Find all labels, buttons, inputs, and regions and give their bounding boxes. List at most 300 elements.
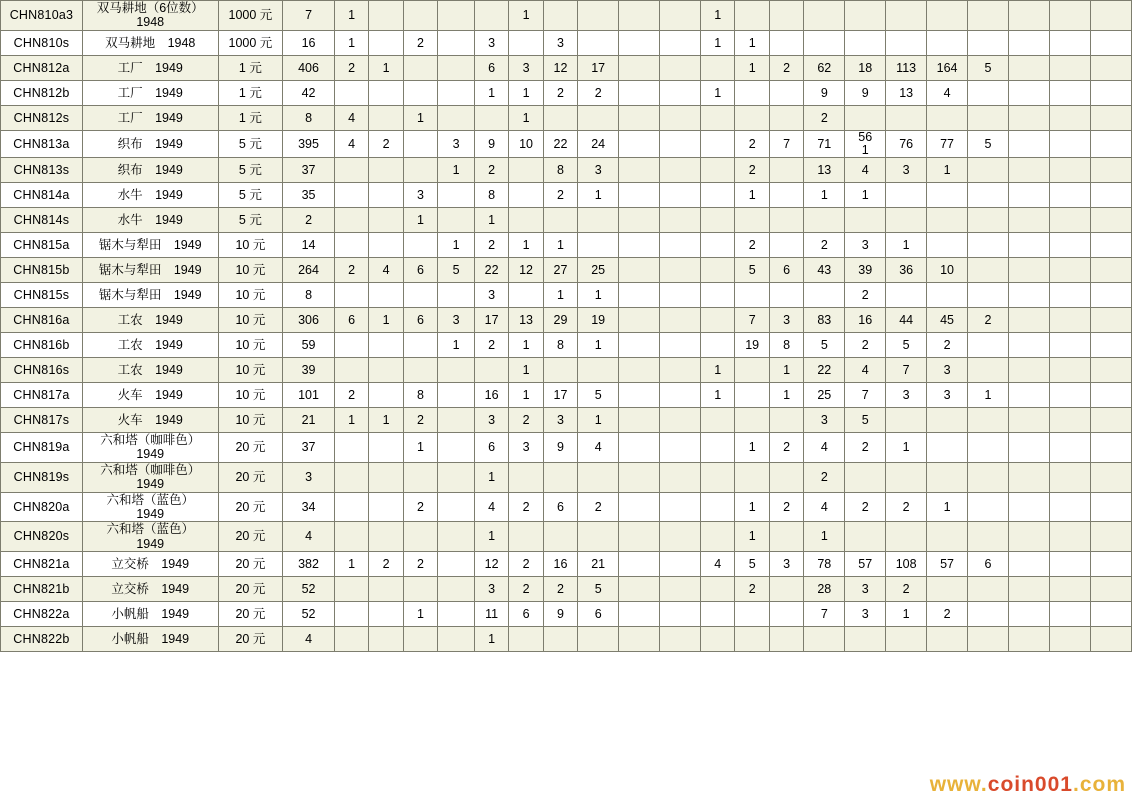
- grade-count-cell: [735, 383, 769, 408]
- grade-count-cell: [700, 433, 734, 463]
- grade-count-cell: [369, 30, 403, 55]
- grade-count-cell: [578, 358, 619, 383]
- grade-count-cell: [1049, 627, 1090, 652]
- quantity-cell: 101: [283, 383, 335, 408]
- grade-count-cell: 3: [403, 183, 437, 208]
- grade-count-cell: 1: [700, 1, 734, 31]
- grade-count-cell: 3: [845, 233, 886, 258]
- table-row: [1, 308, 1132, 333]
- grade-count-cell: 1: [543, 233, 577, 258]
- grade-count-cell: [619, 130, 660, 157]
- grade-count-cell: [619, 577, 660, 602]
- face-value-cell: 20 元: [218, 552, 283, 577]
- grade-count-cell: 2: [509, 408, 543, 433]
- grade-count-cell: [1090, 158, 1131, 183]
- grade-count-cell: 1: [403, 105, 437, 130]
- grade-count-cell: [927, 105, 968, 130]
- grade-count-cell: 1: [886, 433, 927, 463]
- grade-count-cell: [769, 602, 803, 627]
- grade-count-cell: [804, 1, 845, 31]
- grade-count-cell: [578, 233, 619, 258]
- grade-count-cell: [403, 283, 437, 308]
- grade-count-cell: 3: [474, 408, 508, 433]
- table-row: [1, 602, 1132, 627]
- grade-count-cell: 2: [578, 80, 619, 105]
- grade-count-cell: [735, 208, 769, 233]
- grade-count-cell: 25: [804, 383, 845, 408]
- grade-count-cell: 18: [845, 55, 886, 80]
- grade-count-cell: 1: [509, 333, 543, 358]
- grade-count-cell: [619, 552, 660, 577]
- grade-count-cell: [700, 258, 734, 283]
- quantity-cell: 59: [283, 333, 335, 358]
- grade-count-cell: [403, 80, 437, 105]
- grade-count-cell: [438, 183, 475, 208]
- item-name-cell: 火车 1949: [82, 408, 218, 433]
- grade-count-cell: [927, 30, 968, 55]
- grade-count-cell: 4: [804, 433, 845, 463]
- grade-count-cell: [1049, 233, 1090, 258]
- face-value-cell: 1000 元: [218, 1, 283, 31]
- grade-count-cell: [769, 208, 803, 233]
- grade-count-cell: [700, 522, 734, 552]
- grade-count-cell: [1049, 358, 1090, 383]
- face-value-cell: 10 元: [218, 408, 283, 433]
- grade-count-cell: [369, 1, 403, 31]
- quantity-cell: 2: [283, 208, 335, 233]
- grade-count-cell: [927, 522, 968, 552]
- grade-count-cell: [769, 627, 803, 652]
- grade-count-cell: [369, 602, 403, 627]
- grade-count-cell: 2: [735, 577, 769, 602]
- table-row: [1, 208, 1132, 233]
- grade-count-cell: [1008, 258, 1049, 283]
- table-row: [1, 383, 1132, 408]
- grade-count-cell: 1: [438, 333, 475, 358]
- grade-count-cell: 1: [735, 492, 769, 522]
- grade-count-cell: 1: [578, 333, 619, 358]
- grade-count-cell: 44: [886, 308, 927, 333]
- grade-count-cell: [509, 158, 543, 183]
- grade-count-cell: [438, 55, 475, 80]
- grade-count-cell: 17: [543, 383, 577, 408]
- grade-count-cell: [1008, 627, 1049, 652]
- grade-count-cell: [1008, 183, 1049, 208]
- table-body: [1, 1, 1132, 652]
- grade-count-cell: [509, 283, 543, 308]
- face-value-cell: 20 元: [218, 577, 283, 602]
- grade-count-cell: 2: [403, 30, 437, 55]
- catalog-code-cell: CHN822a: [1, 602, 83, 627]
- grade-count-cell: 3: [886, 158, 927, 183]
- grade-count-cell: [1049, 30, 1090, 55]
- table-row: [1, 358, 1132, 383]
- grade-count-cell: 24: [578, 130, 619, 157]
- grade-count-cell: [660, 183, 701, 208]
- catalog-code-cell: CHN815a: [1, 233, 83, 258]
- item-name-cell: 织布 1949: [82, 130, 218, 157]
- table-row: [1, 258, 1132, 283]
- table-row: [1, 333, 1132, 358]
- grade-count-cell: [369, 333, 403, 358]
- catalog-code-cell: CHN810s: [1, 30, 83, 55]
- grade-count-cell: 2: [968, 308, 1009, 333]
- grade-count-cell: [845, 522, 886, 552]
- grade-count-cell: [968, 627, 1009, 652]
- table-row: [1, 552, 1132, 577]
- grade-count-cell: [369, 208, 403, 233]
- grade-count-cell: 7: [804, 602, 845, 627]
- grade-count-cell: [369, 358, 403, 383]
- grade-count-cell: [968, 358, 1009, 383]
- grade-count-cell: 1: [735, 433, 769, 463]
- grade-count-cell: [968, 462, 1009, 492]
- grade-count-cell: 76: [886, 130, 927, 157]
- grade-count-cell: [1008, 462, 1049, 492]
- grade-count-cell: [927, 283, 968, 308]
- grade-count-cell: [578, 462, 619, 492]
- grade-count-cell: [438, 462, 475, 492]
- grade-count-cell: [927, 577, 968, 602]
- table-row: [1, 55, 1132, 80]
- item-name-cell: 锯木与犁田 1949: [82, 283, 218, 308]
- quantity-cell: 395: [283, 130, 335, 157]
- grade-count-cell: [1090, 130, 1131, 157]
- grade-count-cell: 3: [886, 383, 927, 408]
- grade-count-cell: [619, 105, 660, 130]
- grade-count-cell: [769, 1, 803, 31]
- grade-count-cell: 2: [927, 602, 968, 627]
- grade-count-cell: 1: [474, 627, 508, 652]
- grade-count-cell: [700, 462, 734, 492]
- grade-count-cell: 1: [509, 80, 543, 105]
- quantity-cell: 34: [283, 492, 335, 522]
- grade-count-cell: 13: [886, 80, 927, 105]
- grade-count-cell: [769, 408, 803, 433]
- grade-count-cell: [804, 283, 845, 308]
- grade-count-cell: 4: [369, 258, 403, 283]
- grade-count-cell: [845, 30, 886, 55]
- grade-count-cell: [619, 358, 660, 383]
- grade-count-cell: 9: [543, 602, 577, 627]
- item-name-cell: 小帆船 1949: [82, 602, 218, 627]
- grade-count-cell: 1: [804, 183, 845, 208]
- grade-count-cell: 1: [369, 55, 403, 80]
- grade-count-cell: [403, 577, 437, 602]
- grade-count-cell: [735, 408, 769, 433]
- item-name-cell: 水牛 1949: [82, 183, 218, 208]
- grade-count-cell: 3: [474, 577, 508, 602]
- grade-count-cell: [438, 30, 475, 55]
- catalog-code-cell: CHN819s: [1, 462, 83, 492]
- grade-count-cell: 8: [543, 333, 577, 358]
- grade-count-cell: 1: [927, 492, 968, 522]
- grade-count-cell: [369, 433, 403, 463]
- grade-count-cell: 2: [403, 408, 437, 433]
- grade-count-cell: 5: [735, 552, 769, 577]
- catalog-code-cell: CHN822b: [1, 627, 83, 652]
- grade-count-cell: 2: [334, 383, 368, 408]
- catalog-code-cell: CHN817a: [1, 383, 83, 408]
- grade-count-cell: [1090, 283, 1131, 308]
- grade-count-cell: [438, 492, 475, 522]
- quantity-cell: 39: [283, 358, 335, 383]
- grade-count-cell: 1: [334, 552, 368, 577]
- grade-count-cell: 16: [474, 383, 508, 408]
- grade-count-cell: [369, 80, 403, 105]
- grade-count-cell: 3: [543, 408, 577, 433]
- grade-count-cell: [1090, 80, 1131, 105]
- grade-count-cell: 1: [700, 358, 734, 383]
- grade-count-cell: 6: [769, 258, 803, 283]
- grade-count-cell: [619, 408, 660, 433]
- grade-count-cell: [927, 433, 968, 463]
- quantity-cell: 7: [283, 1, 335, 31]
- grade-count-cell: [886, 208, 927, 233]
- grade-count-cell: [578, 105, 619, 130]
- grade-count-cell: [438, 627, 475, 652]
- grade-count-cell: 1: [578, 183, 619, 208]
- grade-count-cell: [886, 1, 927, 31]
- table-row: [1, 233, 1132, 258]
- item-name-cell: 锯木与犁田 1949: [82, 258, 218, 283]
- grade-count-cell: 16: [543, 552, 577, 577]
- grade-count-cell: [578, 1, 619, 31]
- grade-count-cell: [660, 130, 701, 157]
- grade-count-cell: [968, 408, 1009, 433]
- grade-count-cell: [968, 283, 1009, 308]
- grade-count-cell: [1049, 80, 1090, 105]
- grade-count-cell: 2: [845, 283, 886, 308]
- grade-count-cell: [700, 627, 734, 652]
- grade-count-cell: [660, 522, 701, 552]
- catalog-code-cell: CHN813s: [1, 158, 83, 183]
- grade-count-cell: 83: [804, 308, 845, 333]
- grade-count-cell: [543, 522, 577, 552]
- grade-count-cell: [369, 627, 403, 652]
- grade-count-cell: [660, 1, 701, 31]
- catalog-code-cell: CHN820a: [1, 492, 83, 522]
- face-value-cell: 10 元: [218, 358, 283, 383]
- grade-count-cell: [438, 552, 475, 577]
- grade-count-cell: [927, 233, 968, 258]
- quantity-cell: 8: [283, 283, 335, 308]
- grade-count-cell: 17: [578, 55, 619, 80]
- grade-count-cell: [968, 233, 1009, 258]
- grade-count-cell: 29: [543, 308, 577, 333]
- grade-count-cell: [619, 522, 660, 552]
- grade-count-cell: [1049, 492, 1090, 522]
- grade-count-cell: [968, 158, 1009, 183]
- grade-count-cell: [968, 602, 1009, 627]
- grade-count-cell: [1049, 522, 1090, 552]
- grade-count-cell: 8: [474, 183, 508, 208]
- grade-count-cell: 108: [886, 552, 927, 577]
- grade-count-cell: 4: [804, 492, 845, 522]
- catalog-code-cell: CHN821a: [1, 552, 83, 577]
- grade-count-cell: 1: [700, 383, 734, 408]
- grade-count-cell: [1090, 308, 1131, 333]
- quantity-cell: 37: [283, 433, 335, 463]
- face-value-cell: 20 元: [218, 602, 283, 627]
- face-value-cell: 10 元: [218, 258, 283, 283]
- grade-count-cell: [334, 433, 368, 463]
- grade-count-cell: [1008, 552, 1049, 577]
- grade-count-cell: [1049, 602, 1090, 627]
- grade-count-cell: 4: [334, 105, 368, 130]
- grade-count-cell: 3: [804, 408, 845, 433]
- grade-count-cell: [1049, 208, 1090, 233]
- grade-count-cell: [769, 522, 803, 552]
- grade-count-cell: 11: [474, 602, 508, 627]
- item-name-cell: 火车 1949: [82, 383, 218, 408]
- grade-count-cell: [769, 105, 803, 130]
- grade-count-cell: [845, 627, 886, 652]
- grade-count-cell: [334, 577, 368, 602]
- table-row: [1, 283, 1132, 308]
- item-name-cell: 工农 1949: [82, 358, 218, 383]
- grade-count-cell: [509, 30, 543, 55]
- grade-count-cell: 1: [769, 383, 803, 408]
- grade-count-cell: [438, 105, 475, 130]
- grade-count-cell: 2: [369, 130, 403, 157]
- catalog-code-cell: CHN814s: [1, 208, 83, 233]
- grade-count-cell: 12: [543, 55, 577, 80]
- grade-count-cell: [334, 333, 368, 358]
- grade-count-cell: 3: [438, 130, 475, 157]
- grade-count-cell: [660, 552, 701, 577]
- grade-count-cell: [769, 283, 803, 308]
- grade-count-cell: [845, 105, 886, 130]
- face-value-cell: 20 元: [218, 522, 283, 552]
- grade-count-cell: [700, 183, 734, 208]
- grade-count-cell: [1008, 130, 1049, 157]
- grade-count-cell: 62: [804, 55, 845, 80]
- grade-count-cell: [334, 233, 368, 258]
- grade-count-cell: 6: [578, 602, 619, 627]
- grade-count-cell: 1: [927, 158, 968, 183]
- grade-count-cell: [1008, 233, 1049, 258]
- grade-count-cell: [438, 522, 475, 552]
- grade-count-cell: [968, 577, 1009, 602]
- grade-count-cell: 2: [845, 433, 886, 463]
- grade-count-cell: [968, 30, 1009, 55]
- grade-count-cell: 27: [543, 258, 577, 283]
- grade-count-cell: [1008, 30, 1049, 55]
- face-value-cell: 5 元: [218, 130, 283, 157]
- grade-count-cell: [660, 408, 701, 433]
- grade-count-cell: 1: [578, 408, 619, 433]
- grade-count-cell: 1: [509, 383, 543, 408]
- grade-count-cell: [1090, 433, 1131, 463]
- grade-count-cell: [403, 333, 437, 358]
- grade-count-cell: 2: [886, 577, 927, 602]
- grade-count-cell: 3: [769, 552, 803, 577]
- catalog-code-cell: CHN820s: [1, 522, 83, 552]
- grade-count-cell: [1008, 283, 1049, 308]
- grade-count-cell: [1090, 258, 1131, 283]
- grade-count-cell: 2: [474, 333, 508, 358]
- grade-count-cell: [578, 627, 619, 652]
- grade-count-cell: 5: [968, 55, 1009, 80]
- grade-count-cell: 1: [804, 522, 845, 552]
- grade-count-cell: [1049, 130, 1090, 157]
- quantity-cell: 16: [283, 30, 335, 55]
- grade-count-cell: 2: [578, 492, 619, 522]
- grade-count-cell: [1090, 208, 1131, 233]
- grade-count-cell: [660, 283, 701, 308]
- grade-count-cell: 36: [886, 258, 927, 283]
- grade-count-cell: [735, 105, 769, 130]
- grade-count-cell: 3: [509, 433, 543, 463]
- table-row: [1, 433, 1132, 463]
- grade-count-cell: [886, 522, 927, 552]
- grade-count-cell: [769, 233, 803, 258]
- grade-count-cell: [700, 333, 734, 358]
- grade-count-cell: 9: [543, 433, 577, 463]
- grade-count-cell: 1: [543, 283, 577, 308]
- grade-count-cell: [1008, 522, 1049, 552]
- grade-count-cell: 28: [804, 577, 845, 602]
- grade-count-cell: [334, 183, 368, 208]
- grade-count-cell: [968, 522, 1009, 552]
- grade-count-cell: [1008, 333, 1049, 358]
- grade-count-cell: [735, 1, 769, 31]
- grade-count-cell: [700, 408, 734, 433]
- grade-count-cell: [1008, 105, 1049, 130]
- watermark-name: coin001: [987, 773, 1073, 796]
- table-row: [1, 30, 1132, 55]
- catalog-code-cell: CHN812b: [1, 80, 83, 105]
- grade-count-cell: 4: [474, 492, 508, 522]
- grade-count-cell: [438, 358, 475, 383]
- face-value-cell: 20 元: [218, 433, 283, 463]
- grade-count-cell: [369, 158, 403, 183]
- grade-count-cell: [619, 55, 660, 80]
- grade-count-cell: [660, 233, 701, 258]
- item-name-cell: 织布 1949: [82, 158, 218, 183]
- grade-count-cell: [369, 383, 403, 408]
- catalog-code-cell: CHN816a: [1, 308, 83, 333]
- grade-count-cell: 2: [369, 552, 403, 577]
- grade-count-cell: [735, 283, 769, 308]
- grade-count-cell: [804, 208, 845, 233]
- face-value-cell: 5 元: [218, 158, 283, 183]
- grade-count-cell: 6: [509, 602, 543, 627]
- item-name-cell: 立交桥 1949: [82, 577, 218, 602]
- grade-count-cell: 7: [735, 308, 769, 333]
- grade-count-cell: 4: [927, 80, 968, 105]
- grade-count-cell: 9: [804, 80, 845, 105]
- grade-count-cell: [1049, 433, 1090, 463]
- catalog-code-cell: CHN812s: [1, 105, 83, 130]
- grade-count-cell: 5: [886, 333, 927, 358]
- grade-count-cell: 3: [474, 30, 508, 55]
- grade-count-cell: [509, 208, 543, 233]
- grade-count-cell: 22: [543, 130, 577, 157]
- grade-count-cell: 113: [886, 55, 927, 80]
- grade-count-cell: 5: [438, 258, 475, 283]
- grade-count-cell: 25: [578, 258, 619, 283]
- grade-count-cell: [619, 30, 660, 55]
- grade-count-cell: 9: [474, 130, 508, 157]
- grade-count-cell: 6: [474, 433, 508, 463]
- grade-count-cell: [660, 433, 701, 463]
- grade-count-cell: [1090, 30, 1131, 55]
- grade-count-cell: [660, 462, 701, 492]
- grade-count-cell: [334, 602, 368, 627]
- grade-count-cell: [1049, 308, 1090, 333]
